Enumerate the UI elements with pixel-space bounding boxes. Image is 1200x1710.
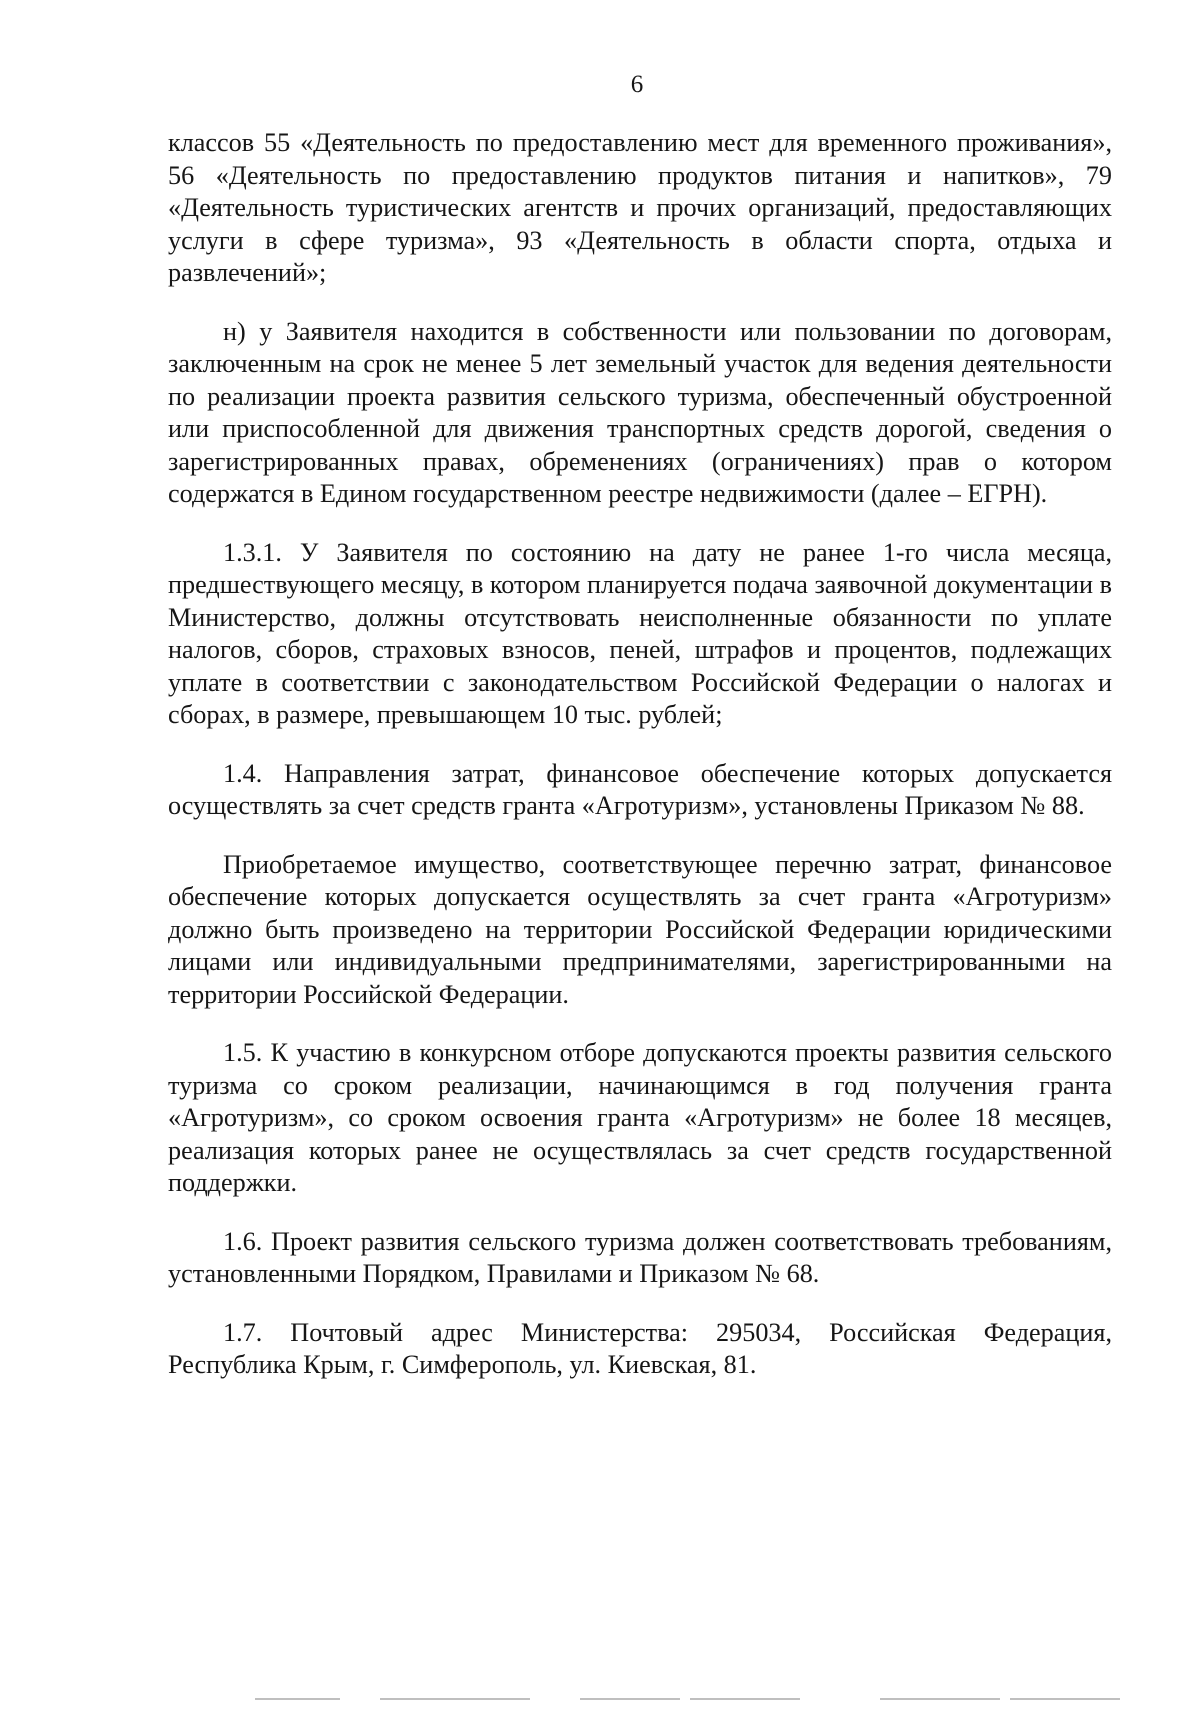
paragraph-1-4: 1.4. Направления затрат, финансовое обеспечение которых допускается осуществлять за счет средств гранта «Агротуризм», установлены Приказом № 88. [168, 758, 1112, 820]
paragraph-land-plot: н) у Заявителя находится в собственности или пользовании по договорам, заключенным на срок не менее 5 лет земельный участок для ведения деятельности по реализации проекта развития сельского туризма, обеспеченный обустроенной или приспособленной для движения транспортных средств дорогой, сведения о зарегистрированных правах, обременениях (ограничениях) прав о котором содержатся в Едином государственном реестре недвижимости (далее – ЕГРН). [168, 316, 1112, 508]
scan-edge-artifacts [0, 1690, 1200, 1710]
paragraph-1-3-1: 1.3.1. У Заявителя по состоянию на дату не ранее 1-го числа месяца, предшествующего месяцу, в котором планируется подача заявочной документации в Министерство, должны отсутствовать неисполненные обязанности по уплате налогов, сборов, страховых взносов, пеней, штрафов и процентов, подлежащих уплате в соответствии с законодательством Российской Федерации о налогах и сборах, в размере, превышающем 10 тыс. рублей; [168, 537, 1112, 729]
scan-mark [1010, 1698, 1120, 1700]
paragraph-1-6: 1.6. Проект развития сельского туризма должен соответствовать требованиям, установленными Порядком, Правилами и Приказом № 68. [168, 1226, 1112, 1288]
document-body [168, 127, 1112, 1382]
scan-mark [880, 1698, 1000, 1700]
scan-mark [380, 1698, 530, 1700]
paragraph-activity-classes: классов 55 «Деятельность по предоставлению мест для временного проживания», 56 «Деятельность по предоставлению продуктов питания и напитков», 79 «Деятельность туристических агентств и прочих организаций, предоставляющих услуги в сфере туризма», 93 «Деятельность в области спорта, отдыха и развлечений»; [168, 128, 1112, 287]
page-number: 6 [630, 71, 644, 98]
scan-mark [690, 1698, 800, 1700]
scan-mark [255, 1698, 340, 1700]
paragraph-1-5: 1.5. К участию в конкурсном отборе допускаются проекты развития сельского туризма со сроком реализации, начинающимся в год получения гранта «Агротуризм», со сроком освоения гранта «Агротуризм» не более 18 месяцев, реализация которых ранее не осуществлялась за счет средств государственной поддержки. [168, 1038, 1112, 1197]
paragraph-1-7: 1.7. Почтовый адрес Министерства: 295034, Российская Федерация, Республика Крым, г. Симферополь, ул. Киевская, 81. [168, 1317, 1112, 1379]
paragraph-property: Приобретаемое имущество, соответствующее перечню затрат, финансовое обеспечение которых допускается осуществлять за счет гранта «Агротуризм» должно быть произведено на территории Российской Федерации юридическими лицами или индивидуальными предпринимателями, зарегистрированными на территории Российской Федерации. [168, 849, 1112, 1009]
scan-mark [580, 1698, 680, 1700]
